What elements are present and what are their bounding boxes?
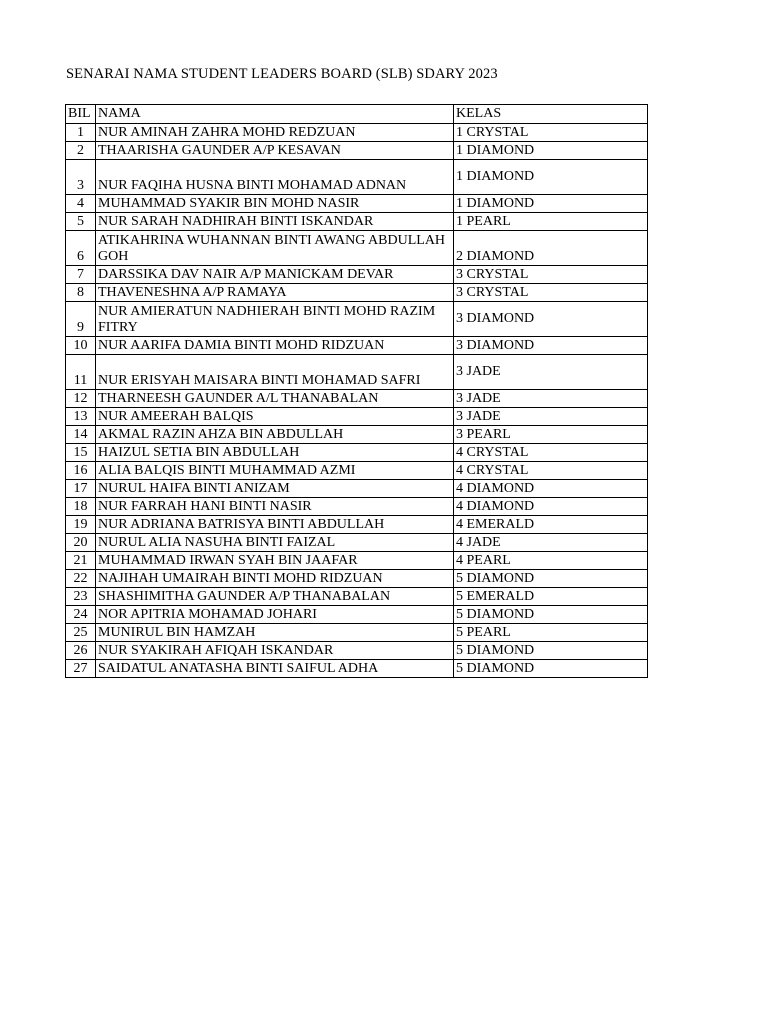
- student-name: NUR SYAKIRAH AFIQAH ISKANDAR: [96, 642, 454, 660]
- table-row: [66, 642, 648, 660]
- table-row: [66, 462, 648, 480]
- student-name: NURUL HAIFA BINTI ANIZAM: [96, 480, 454, 498]
- column-header-kelas: KELAS: [454, 105, 648, 124]
- row-number: 8: [66, 284, 96, 302]
- table-row: [66, 142, 648, 160]
- table-row: [66, 444, 648, 462]
- table-row: [66, 231, 648, 266]
- table-row: [66, 552, 648, 570]
- student-name: THARNEESH GAUNDER A/L THANABALAN: [96, 390, 454, 408]
- table-row: [66, 355, 648, 390]
- student-name: ATIKAHRINA WUHANNAN BINTI AWANG ABDULLAH GOH: [96, 231, 454, 266]
- row-number: 20: [66, 534, 96, 552]
- student-name: NUR AMEERAH BALQIS: [96, 408, 454, 426]
- student-class: 1 DIAMOND: [454, 142, 648, 160]
- student-class: 2 DIAMOND: [454, 231, 648, 266]
- row-number: 18: [66, 498, 96, 516]
- row-number: 14: [66, 426, 96, 444]
- row-number: 27: [66, 660, 96, 678]
- document-title: SENARAI NAMA STUDENT LEADERS BOARD (SLB) SDARY 2023: [66, 66, 498, 82]
- table-row: [66, 124, 648, 142]
- student-name: MUHAMMAD IRWAN SYAH BIN JAAFAR: [96, 552, 454, 570]
- table-row: [66, 624, 648, 642]
- student-class: 1 CRYSTAL: [454, 124, 648, 142]
- student-name: NUR ERISYAH MAISARA BINTI MOHAMAD SAFRI: [96, 355, 454, 390]
- row-number: 19: [66, 516, 96, 534]
- table-row: [66, 498, 648, 516]
- row-number: 2: [66, 142, 96, 160]
- column-header-nama: NAMA: [96, 105, 454, 124]
- row-number: 6: [66, 231, 96, 266]
- student-class: 1 DIAMOND: [454, 160, 648, 195]
- student-name: NUR AARIFA DAMIA BINTI MOHD RIDZUAN: [96, 337, 454, 355]
- student-class: 3 PEARL: [454, 426, 648, 444]
- table-row: [66, 588, 648, 606]
- student-name: THAVENESHNA A/P RAMAYA: [96, 284, 454, 302]
- row-number: 21: [66, 552, 96, 570]
- table-row: [66, 516, 648, 534]
- student-class: 4 JADE: [454, 534, 648, 552]
- row-number: 25: [66, 624, 96, 642]
- row-number: 3: [66, 160, 96, 195]
- student-class: 5 DIAMOND: [454, 570, 648, 588]
- student-leaders-table: [65, 104, 648, 678]
- table-row: [66, 606, 648, 624]
- table-row: [66, 195, 648, 213]
- student-name: NUR ADRIANA BATRISYA BINTI ABDULLAH: [96, 516, 454, 534]
- column-header-bil: BIL: [66, 105, 96, 124]
- row-number: 24: [66, 606, 96, 624]
- table-row: [66, 337, 648, 355]
- student-class: 1 PEARL: [454, 213, 648, 231]
- table-row: [66, 302, 648, 337]
- row-number: 4: [66, 195, 96, 213]
- table-row: [66, 160, 648, 195]
- student-class: 4 CRYSTAL: [454, 462, 648, 480]
- student-name: SAIDATUL ANATASHA BINTI SAIFUL ADHA: [96, 660, 454, 678]
- student-name: SHASHIMITHA GAUNDER A/P THANABALAN: [96, 588, 454, 606]
- table-row: [66, 660, 648, 678]
- student-name: MUNIRUL BIN HAMZAH: [96, 624, 454, 642]
- student-class: 5 DIAMOND: [454, 606, 648, 624]
- table-row: [66, 390, 648, 408]
- student-name: THAARISHA GAUNDER A/P KESAVAN: [96, 142, 454, 160]
- student-class: 1 DIAMOND: [454, 195, 648, 213]
- student-name: MUHAMMAD SYAKIR BIN MOHD NASIR: [96, 195, 454, 213]
- row-number: 1: [66, 124, 96, 142]
- student-class: 4 DIAMOND: [454, 498, 648, 516]
- student-name: NUR AMINAH ZAHRA MOHD REDZUAN: [96, 124, 454, 142]
- table-row: [66, 534, 648, 552]
- student-class: 4 EMERALD: [454, 516, 648, 534]
- student-class: 5 PEARL: [454, 624, 648, 642]
- student-name: HAIZUL SETIA BIN ABDULLAH: [96, 444, 454, 462]
- student-name: NUR FAQIHA HUSNA BINTI MOHAMAD ADNAN: [96, 160, 454, 195]
- row-number: 17: [66, 480, 96, 498]
- student-name: ALIA BALQIS BINTI MUHAMMAD AZMI: [96, 462, 454, 480]
- row-number: 15: [66, 444, 96, 462]
- student-class: 3 CRYSTAL: [454, 284, 648, 302]
- student-name: NUR FARRAH HANI BINTI NASIR: [96, 498, 454, 516]
- table-row: [66, 284, 648, 302]
- table-row: [66, 213, 648, 231]
- row-number: 5: [66, 213, 96, 231]
- row-number: 22: [66, 570, 96, 588]
- student-class: 5 EMERALD: [454, 588, 648, 606]
- student-name: NURUL ALIA NASUHA BINTI FAIZAL: [96, 534, 454, 552]
- row-number: 26: [66, 642, 96, 660]
- row-number: 7: [66, 266, 96, 284]
- student-class: 4 PEARL: [454, 552, 648, 570]
- table-row: [66, 570, 648, 588]
- student-name: NUR SARAH NADHIRAH BINTI ISKANDAR: [96, 213, 454, 231]
- student-class: 4 DIAMOND: [454, 480, 648, 498]
- row-number: 11: [66, 355, 96, 390]
- row-number: 9: [66, 302, 96, 337]
- student-name: DARSSIKA DAV NAIR A/P MANICKAM DEVAR: [96, 266, 454, 284]
- student-class: 4 CRYSTAL: [454, 444, 648, 462]
- student-class: 3 JADE: [454, 355, 648, 390]
- student-class: 3 DIAMOND: [454, 337, 648, 355]
- table-row: [66, 480, 648, 498]
- student-name: NUR AMIERATUN NADHIERAH BINTI MOHD RAZIM FITRY: [96, 302, 454, 337]
- student-class: 5 DIAMOND: [454, 642, 648, 660]
- table-header-row: [66, 105, 648, 124]
- student-name: AKMAL RAZIN AHZA BIN ABDULLAH: [96, 426, 454, 444]
- student-class: 3 JADE: [454, 390, 648, 408]
- row-number: 23: [66, 588, 96, 606]
- student-name: NOR APITRIA MOHAMAD JOHARI: [96, 606, 454, 624]
- row-number: 16: [66, 462, 96, 480]
- student-class: 5 DIAMOND: [454, 660, 648, 678]
- student-class: 3 DIAMOND: [454, 302, 648, 337]
- table-row: [66, 408, 648, 426]
- table-row: [66, 266, 648, 284]
- student-class: 3 CRYSTAL: [454, 266, 648, 284]
- row-number: 13: [66, 408, 96, 426]
- row-number: 12: [66, 390, 96, 408]
- student-class: 3 JADE: [454, 408, 648, 426]
- row-number: 10: [66, 337, 96, 355]
- table-row: [66, 426, 648, 444]
- student-name: NAJIHAH UMAIRAH BINTI MOHD RIDZUAN: [96, 570, 454, 588]
